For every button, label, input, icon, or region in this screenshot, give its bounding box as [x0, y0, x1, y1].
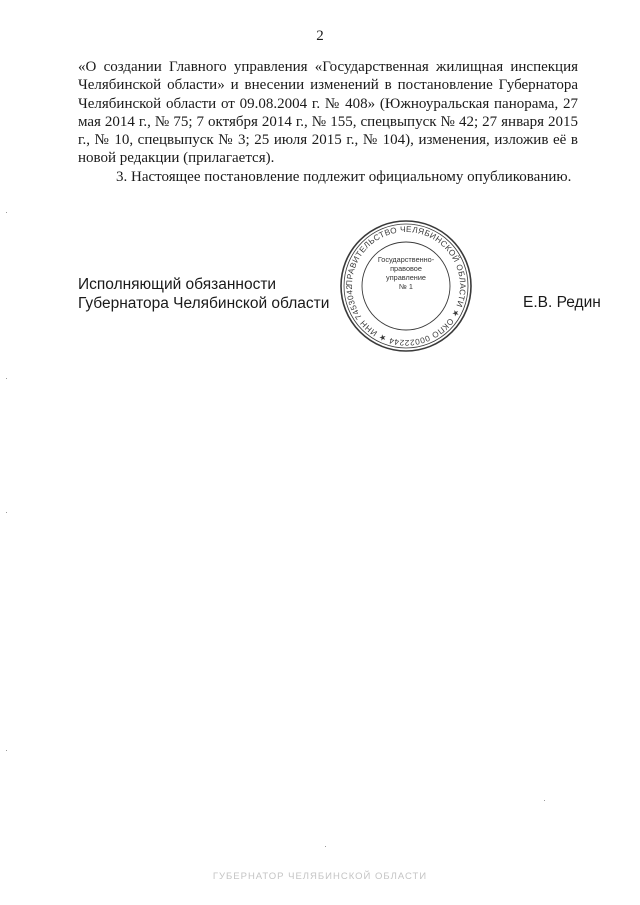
- scan-speck: [6, 512, 7, 513]
- seal-center-line3: управление: [386, 273, 426, 282]
- seal-center-line4: № 1: [399, 282, 413, 291]
- body-text: [78, 58, 578, 186]
- signatory-name: Е.В. Редин: [523, 294, 601, 311]
- seal-center-text: [376, 255, 436, 291]
- seal-center-line1: Государственно-: [377, 255, 435, 264]
- signatory-position-line1: Исполняющий обязанности: [78, 276, 277, 293]
- seal-center-line2: правовое: [390, 264, 422, 273]
- scan-speck: [6, 378, 7, 379]
- seal-outer-text: ПРАВИТЕЛЬСТВО ЧЕЛЯБИНСКОЙ ОБЛАСТИ ★ ОКПО 00022244 ★ ИНН 7453042: [344, 224, 468, 348]
- scan-speck: [6, 212, 7, 213]
- scan-speck: [325, 846, 326, 847]
- scan-speck: [6, 750, 7, 751]
- signatory-position-line2: Губернатора Челябинской области: [78, 295, 330, 312]
- signatory-position: [78, 275, 329, 313]
- paragraph-amendment: «О создании Главного управления «Государственная жилищная инспекция Челябинской области» и внесении изменений в постановление Губернатора Челябинской области от 09.08.2004 г. № 408» (Южноуральская панорама, 27 мая 2014 г., № 75; 7 октября 2014 г., № 155, спецвыпуск № 42; 27 января 2015 г., № 10, спецвыпуск № 3; 25 июля 2015 г., № 104), изменения, изложив её в новой редакции (прилагается).: [78, 59, 578, 167]
- footer-watermark: ГУБЕРНАТОР ЧЕЛЯБИНСКОЙ ОБЛАСТИ: [212, 871, 428, 882]
- page-number: 2: [316, 28, 324, 44]
- scan-speck: [544, 800, 545, 801]
- paragraph-publication: 3. Настоящее постановление подлежит официальному опубликованию.: [116, 168, 572, 185]
- official-seal: [338, 218, 474, 354]
